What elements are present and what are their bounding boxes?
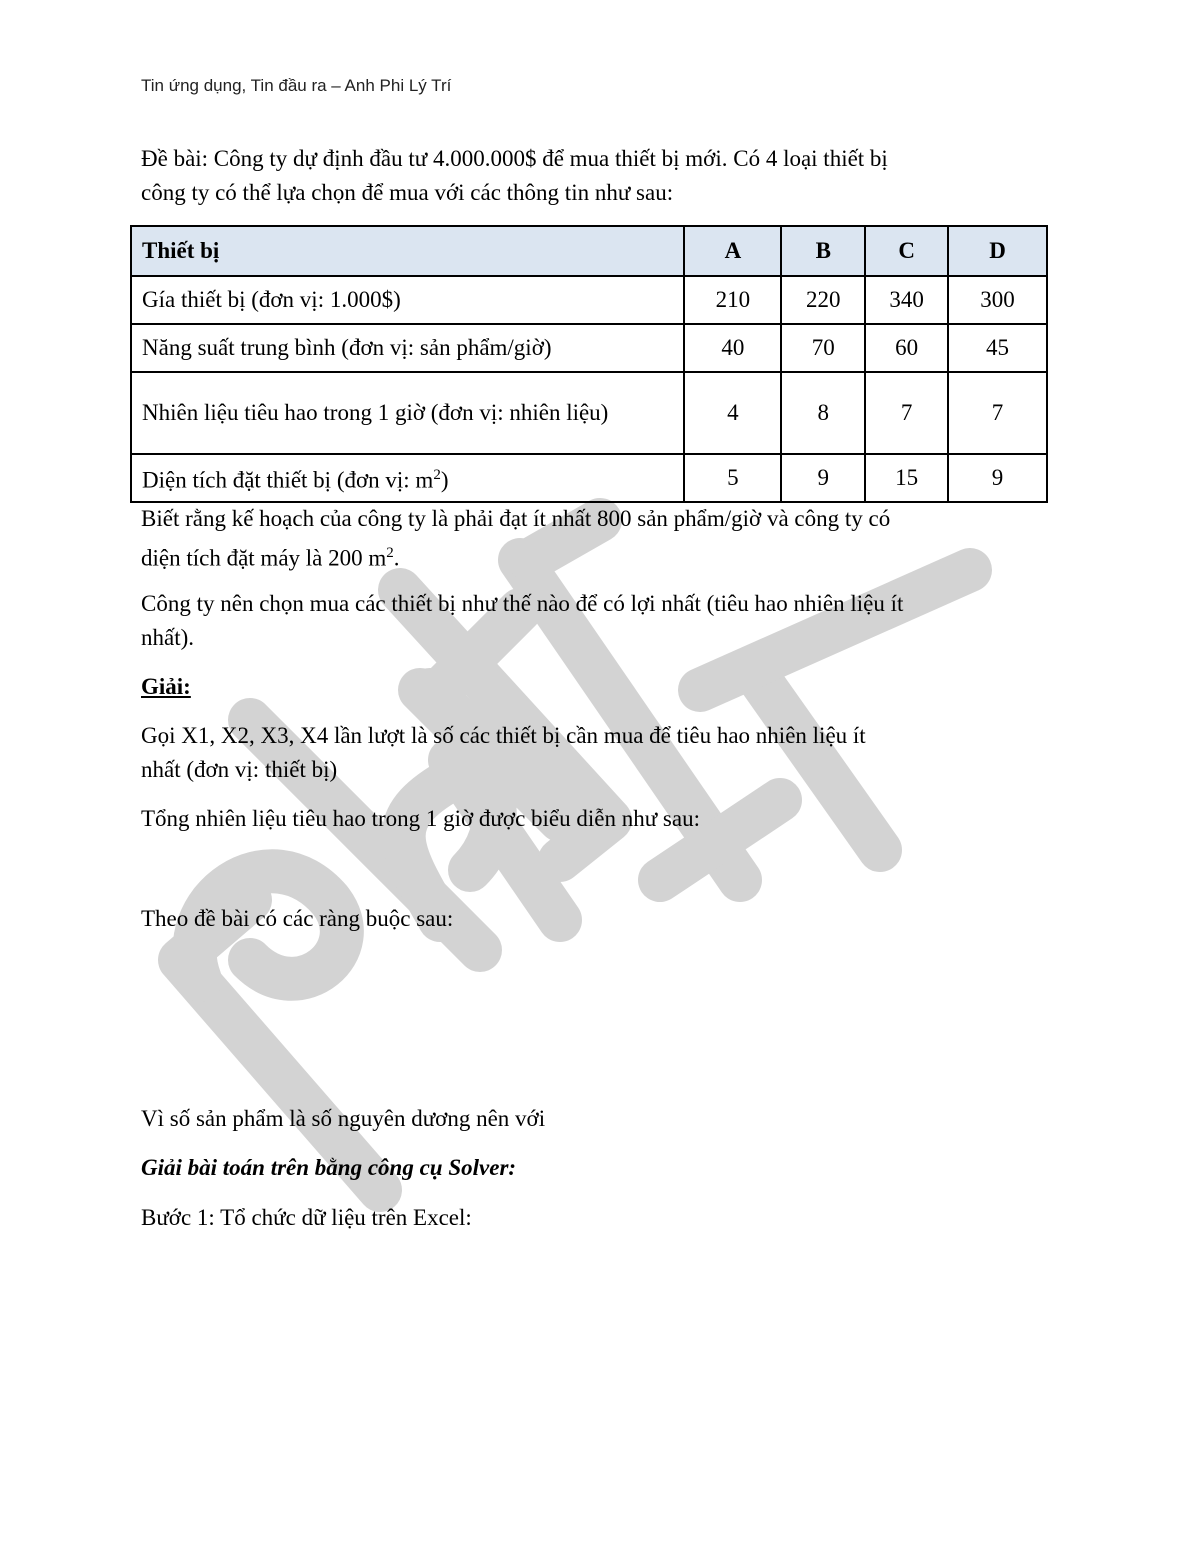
step1-paragraph: Bước 1: Tổ chức dữ liệu trên Excel: — [141, 1205, 472, 1230]
table-cell: 15 — [865, 454, 948, 502]
table-header-cell: A — [684, 226, 781, 276]
table-header-cell: B — [781, 226, 865, 276]
table-cell: 4 — [684, 372, 781, 454]
table-cell: 7 — [865, 372, 948, 454]
table-cell: 220 — [781, 276, 865, 324]
table-row — [131, 324, 1047, 372]
table-cell: 45 — [948, 324, 1047, 372]
table-cell: 40 — [684, 324, 781, 372]
table-header-cell: D — [948, 226, 1047, 276]
question-line-1: Công ty nên chọn mua các thiết bị như thế nào để có lợi nhất (tiêu hao nhiên liệu ít — [141, 591, 904, 616]
equipment-table — [130, 225, 1048, 503]
intro-paragraph — [141, 142, 1057, 210]
row-label: Diện tích đặt thiết bị (đơn vị: $m^2$) — [131, 454, 684, 502]
plan-paragraph — [141, 502, 1057, 576]
table-cell: 60 — [865, 324, 948, 372]
table-cell: 5 — [684, 454, 781, 502]
table-cell: 70 — [781, 324, 865, 372]
table-cell: 9 — [781, 454, 865, 502]
row-label: Nhiên liệu tiêu hao trong 1 giờ (đơn vị: nhiên liệu) — [131, 372, 684, 454]
table-cell: 8 — [781, 372, 865, 454]
table-row — [131, 372, 1047, 454]
plan-line-2: diện tích đặt máy là 200 $m^2$. — [141, 545, 400, 571]
table-cell: 210 — [684, 276, 781, 324]
intro-line-1: Đề bài: Công ty dự định đầu tư 4.000.000$ để mua thiết bị mới. Có 4 loại thiết bị — [141, 146, 888, 171]
variables-line-1: Gọi X1, X2, X3, X4 lần lượt là số các thiết bị cần mua để tiêu hao nhiên liệu ít — [141, 723, 866, 748]
solution-heading: Giải: — [141, 674, 191, 699]
question-line-2: nhất). — [141, 625, 195, 650]
question-paragraph — [141, 587, 1057, 655]
table-cell: 340 — [865, 276, 948, 324]
plan-line-1: Biết rằng kế hoạch của công ty là phải đạt ít nhất 800 sản phẩm/giờ và công ty có — [141, 506, 891, 531]
table-row — [131, 454, 1047, 502]
variables-paragraph — [141, 719, 1057, 787]
page-header: Tin ứng dụng, Tin đầu ra – Anh Phi Lý Trí — [141, 76, 452, 95]
table-row — [131, 276, 1047, 324]
solver-heading: Giải bài toán trên bằng công cụ Solver: — [141, 1155, 517, 1180]
row-label: Gía thiết bị (đơn vị: 1.000$) — [131, 276, 684, 324]
integer-paragraph: Vì số sản phẩm là số nguyên dương nên với — [141, 1106, 546, 1131]
table-cell: 9 — [948, 454, 1047, 502]
table-header-cell: Thiết bị — [131, 226, 684, 276]
table-header-cell: C — [865, 226, 948, 276]
table-cell: 300 — [948, 276, 1047, 324]
row-label: Năng suất trung bình (đơn vị: sản phẩm/giờ) — [131, 324, 684, 372]
constraints-paragraph: Theo đề bài có các ràng buộc sau: — [141, 906, 454, 931]
variables-line-2: nhất (đơn vị: thiết bị) — [141, 757, 338, 782]
table-cell: 7 — [948, 372, 1047, 454]
total-paragraph: Tổng nhiên liệu tiêu hao trong 1 giờ được biểu diễn như sau: — [141, 806, 700, 831]
table-header-row — [131, 226, 1047, 276]
intro-line-2: công ty có thể lựa chọn để mua với các thông tin như sau: — [141, 180, 674, 205]
